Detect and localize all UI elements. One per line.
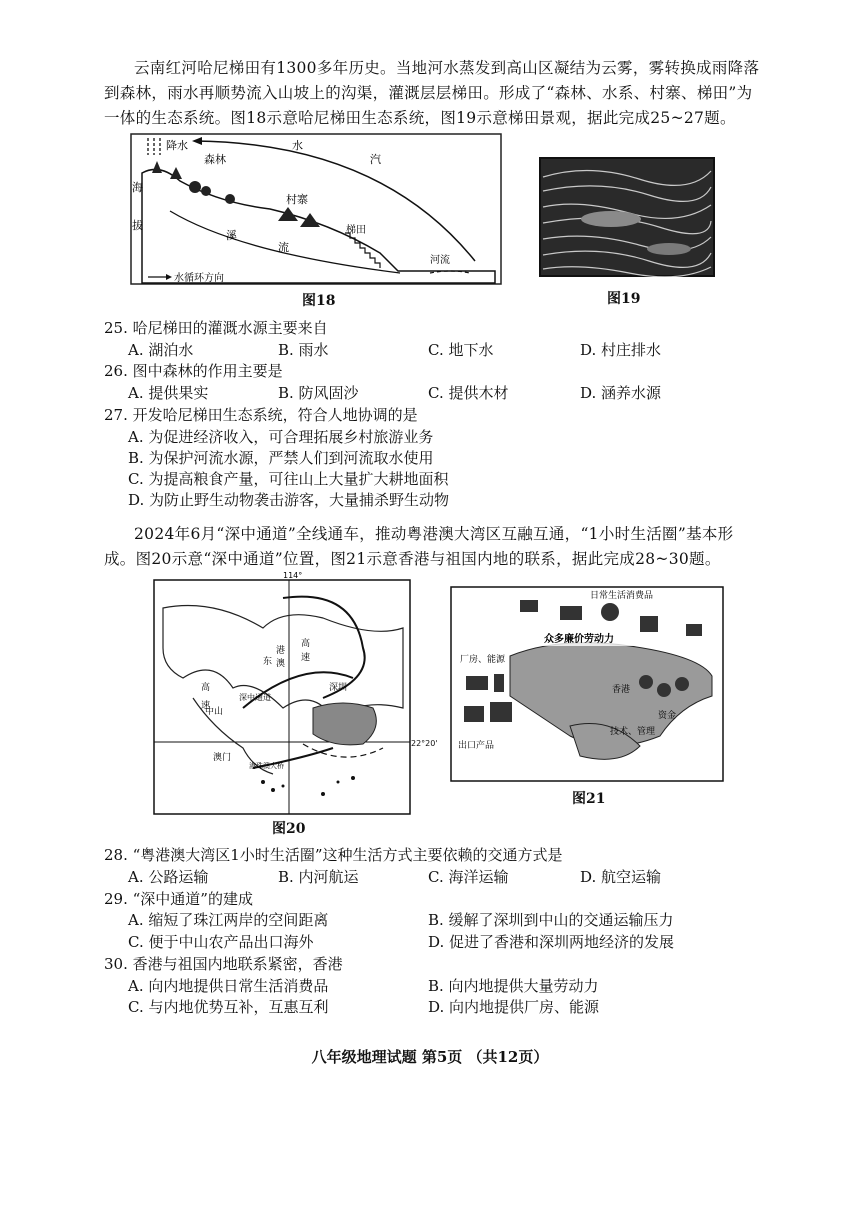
q26-option-a[interactable]: A. 提供果实 — [128, 384, 209, 402]
label-harbor-1: 港 — [276, 646, 286, 656]
q29-option-d[interactable]: D. 促进了香港和深圳两地经济的发展 — [428, 933, 675, 951]
figure-21-diagram — [450, 586, 724, 782]
label-elev-1: 海 — [132, 181, 143, 194]
figure-19-terrace-photo — [539, 157, 715, 277]
q25-option-a[interactable]: A. 湖泊水 — [128, 341, 194, 359]
label-lat: 22°20' — [411, 739, 438, 748]
question-25-stem: 25. 哈尼梯田的灌溉水源主要来自 — [104, 319, 328, 337]
label-capital: 资金 — [658, 711, 677, 721]
q25-option-d[interactable]: D. 村庄排水 — [580, 341, 662, 359]
q28-option-a[interactable]: A. 公路运输 — [128, 868, 209, 886]
figure-18-caption: 图18 — [302, 293, 336, 309]
label-cycle: 水循环方向 — [174, 273, 224, 284]
figure-21-caption: 图21 — [572, 791, 606, 807]
q30-option-b[interactable]: B. 向内地提供大量劳动力 — [428, 977, 599, 995]
q30-option-c[interactable]: C. 与内地优势互补，互惠互利 — [128, 998, 329, 1016]
label-water-1: 水 — [292, 139, 303, 152]
passage-2: 2024年6月“深中通道”全线通车，推动粤港澳大湾区互融互通，“1小时生活圈”基本形成。图20示意“深中通道”位置，图21示意香港与祖国内地的联系，据此完成28~30题。 — [104, 525, 734, 568]
q29-option-a[interactable]: A. 缩短了珠江两岸的空间距离 — [128, 911, 329, 929]
q28-option-d[interactable]: D. 航空运输 — [580, 868, 662, 886]
q25-option-c[interactable]: C. 地下水 — [428, 341, 494, 359]
label-river: 河流 — [430, 255, 450, 266]
q29-option-c[interactable]: C. 便于中山农产品出口海外 — [128, 933, 314, 951]
label-zhongshan: 中山 — [205, 707, 224, 717]
question-26-stem: 26. 图中森林的作用主要是 — [104, 362, 283, 380]
label-export: 出口产品 — [458, 741, 495, 751]
label-harbor-2: 澳 — [276, 659, 286, 669]
label-labor: 众多廉价劳动力 — [544, 634, 614, 645]
label-hk: 香港 — [612, 685, 631, 695]
q27-option-c[interactable]: C. 为提高粮食产量，可往山上大量扩大耕地面积 — [128, 470, 449, 488]
label-hi-1: 高 — [201, 683, 211, 693]
q29-option-b[interactable]: B. 缓解了深圳到中山的交通运输压力 — [428, 911, 674, 929]
label-terrace: 梯田 — [346, 225, 366, 236]
label-village: 村寨 — [286, 193, 308, 206]
q26-option-c[interactable]: C. 提供木材 — [428, 384, 509, 402]
label-harbor-3: 高 — [301, 639, 311, 649]
label-elev-2: 拔 — [132, 219, 143, 232]
q30-option-a[interactable]: A. 向内地提供日常生活消费品 — [128, 977, 329, 995]
question-27-stem: 27. 开发哈尼梯田生态系统，符合人地协调的是 — [104, 406, 418, 424]
label-tunnel: 深中通道 — [239, 693, 271, 702]
q28-option-b[interactable]: B. 内河航运 — [278, 868, 359, 886]
hong-kong-area — [313, 703, 376, 745]
label-harbor-4: 速 — [301, 653, 311, 663]
label-factory: 厂房、能源 — [460, 655, 506, 665]
label-rain: 降水 — [166, 139, 188, 152]
label-hi-2: 速 — [201, 701, 211, 711]
label-macau: 澳门 — [213, 753, 232, 763]
question-30-stem: 30. 香港与祖国内地联系紧密，香港 — [104, 955, 343, 973]
figure-18-ecosystem-diagram — [130, 133, 502, 285]
passage-1: 云南红河哈尼梯田有1300多年历史。当地河水蒸发到高山区凝结为云雾，雾转换成雨降落到森林，雨水再顺势流入山坡上的沟渠，灌溉层层梯田。形成了“森林、水系、村寨、梯田”为一体的生态系统。图18示意哈尼梯田生态系统，图19示意梯田景观，据此完成25~27题。 — [104, 59, 760, 127]
label-tech: 技术、管理 — [610, 727, 656, 737]
figure-20-caption: 图20 — [272, 821, 306, 837]
q26-option-d[interactable]: D. 涵养水源 — [580, 384, 662, 402]
label-shenzhen: 深圳 — [329, 683, 348, 693]
q27-option-b[interactable]: B. 为保护河流水源，严禁人们到河流取水使用 — [128, 449, 434, 467]
label-bridge: 港珠澳大桥 — [249, 762, 284, 770]
q28-option-c[interactable]: C. 海洋运输 — [428, 868, 509, 886]
label-forest: 森林 — [204, 153, 226, 166]
page-footer: 八年级地理试题 第5页 （共12页） — [311, 1048, 549, 1066]
q30-option-d[interactable]: D. 向内地提供厂房、能源 — [428, 998, 600, 1016]
label-stream-2: 流 — [278, 241, 289, 254]
figure-19-caption: 图19 — [607, 291, 641, 307]
figure-20-map — [153, 568, 411, 816]
question-28-stem: 28. “粤港澳大湾区1小时生活圈”这种生活方式主要依赖的交通方式是 — [104, 846, 563, 864]
label-gd: 东 — [263, 657, 273, 667]
label-goods: 日常生活消费品 — [590, 591, 654, 601]
q25-option-b[interactable]: B. 雨水 — [278, 341, 329, 359]
label-lon: 114° — [283, 571, 303, 580]
question-29-stem: 29. “深中通道”的建成 — [104, 890, 253, 908]
label-stream-1: 溪 — [226, 229, 237, 242]
label-water-2: 汽 — [370, 153, 381, 166]
q26-option-b[interactable]: B. 防风固沙 — [278, 384, 359, 402]
q27-option-d[interactable]: D. 为防止野生动物袭击游客，大量捕杀野生动物 — [128, 491, 450, 509]
q27-option-a[interactable]: A. 为促进经济收入，可合理拓展乡村旅游业务 — [128, 428, 434, 446]
